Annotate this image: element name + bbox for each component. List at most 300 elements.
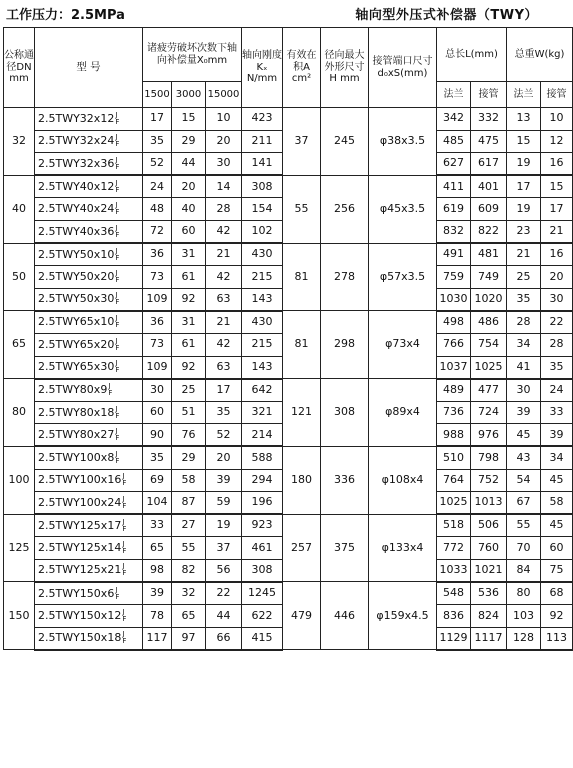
dn-cell: 100 <box>4 446 35 514</box>
mark-bottom: F <box>122 569 127 578</box>
joint-flange-mark <box>122 631 126 645</box>
mark-bottom: F <box>115 185 120 194</box>
header-fatigue: 诸疲劳破坏次数下轴向补偿量X₀mm <box>143 28 242 82</box>
weight-joint-cell: 28 <box>541 333 573 356</box>
joint-flange-mark <box>115 134 119 148</box>
table-body <box>4 108 573 650</box>
fatigue-3000-cell: 92 <box>172 288 206 311</box>
fatigue-15000-cell: 42 <box>206 266 242 289</box>
fatigue-1500-cell: 104 <box>143 492 172 515</box>
model-text: 2.5TWY50x30 <box>38 292 115 306</box>
header-length: 总长L(mm) <box>437 28 507 82</box>
fatigue-15000-cell: 59 <box>206 492 242 515</box>
joint-flange-mark <box>122 496 126 510</box>
fatigue-3000-cell: 29 <box>172 446 206 469</box>
joint-flange-mark <box>115 112 119 126</box>
weight-flange-cell: 34 <box>507 333 541 356</box>
length-joint-cell: 475 <box>471 130 507 153</box>
fatigue-15000-cell: 21 <box>206 243 242 266</box>
model-cell <box>35 492 143 515</box>
length-flange-cell: 772 <box>437 537 471 560</box>
joint-flange-mark <box>115 428 119 442</box>
table-row <box>4 379 573 402</box>
weight-joint-cell: 35 <box>541 356 573 379</box>
length-flange-cell: 491 <box>437 243 471 266</box>
fatigue-1500-cell: 36 <box>143 311 172 334</box>
fatigue-15000-cell: 66 <box>206 627 242 650</box>
stiffness-cell: 215 <box>242 333 283 356</box>
table-row <box>4 582 573 605</box>
header-weight: 总重W(kg) <box>507 28 573 82</box>
model-cell <box>35 108 143 131</box>
dn-cell: 40 <box>4 175 35 243</box>
length-joint-cell: 401 <box>471 175 507 198</box>
model-cell <box>35 130 143 153</box>
length-joint-cell: 617 <box>471 153 507 176</box>
dn-cell: 125 <box>4 514 35 582</box>
fatigue-1500-cell: 30 <box>143 379 172 402</box>
mark-bottom: F <box>115 275 120 284</box>
stiffness-cell: 430 <box>242 243 283 266</box>
model-text: 2.5TWY65x10 <box>38 315 115 329</box>
header-1500: 1500 <box>143 82 172 108</box>
area-cell: 180 <box>283 446 321 514</box>
length-flange-cell: 548 <box>437 582 471 605</box>
fatigue-15000-cell: 63 <box>206 288 242 311</box>
model-cell <box>35 469 143 492</box>
model-text: 2.5TWY40x12 <box>38 179 115 193</box>
weight-joint-cell: 16 <box>541 243 573 266</box>
fatigue-15000-cell: 42 <box>206 333 242 356</box>
weight-joint-cell: 12 <box>541 130 573 153</box>
weight-flange-cell: 39 <box>507 401 541 424</box>
compensator-spec-table <box>3 27 573 651</box>
mark-top: J <box>115 223 118 232</box>
stiffness-cell: 154 <box>242 198 283 221</box>
model-text: 2.5TWY100x16 <box>38 473 122 487</box>
radial-cell: 375 <box>321 514 369 582</box>
mark-top: J <box>122 630 125 639</box>
mark-top: J <box>122 494 125 503</box>
stiffness-cell: 423 <box>242 108 283 131</box>
model-text: 2.5TWY150x18 <box>38 631 122 645</box>
model-cell <box>35 333 143 356</box>
length-joint-cell: 481 <box>471 243 507 266</box>
model-cell <box>35 153 143 176</box>
model-cell <box>35 356 143 379</box>
model-text: 2.5TWY150x12 <box>38 608 122 622</box>
header-model: 型 号 <box>35 28 143 108</box>
fatigue-15000-cell: 44 <box>206 605 242 628</box>
mark-top: J <box>115 314 118 323</box>
fatigue-3000-cell: 61 <box>172 333 206 356</box>
length-flange-cell: 1037 <box>437 356 471 379</box>
length-joint-cell: 752 <box>471 469 507 492</box>
mark-top: J <box>108 382 111 391</box>
fatigue-3000-cell: 51 <box>172 401 206 424</box>
weight-joint-cell: 21 <box>541 220 573 243</box>
length-flange-cell: 836 <box>437 605 471 628</box>
table-row <box>4 311 573 334</box>
stiffness-cell: 321 <box>242 401 283 424</box>
pipe-cell: φ89x4 <box>369 379 437 447</box>
weight-flange-cell: 25 <box>507 266 541 289</box>
model-text: 2.5TWY50x20 <box>38 269 115 283</box>
fatigue-3000-cell: 31 <box>172 243 206 266</box>
mark-top: J <box>122 540 125 549</box>
weight-joint-cell: 16 <box>541 153 573 176</box>
header-stiffness: 轴向刚度Kₓ N/mm <box>242 28 283 108</box>
area-cell: 121 <box>283 379 321 447</box>
model-cell <box>35 627 143 650</box>
fatigue-1500-cell: 73 <box>143 333 172 356</box>
joint-flange-mark <box>122 541 126 555</box>
fatigue-15000-cell: 28 <box>206 198 242 221</box>
area-cell: 479 <box>283 582 321 650</box>
mark-top: J <box>115 178 118 187</box>
mark-top: J <box>122 472 125 481</box>
length-flange-cell: 1033 <box>437 559 471 582</box>
length-flange-cell: 485 <box>437 130 471 153</box>
fatigue-15000-cell: 30 <box>206 153 242 176</box>
header-3000: 3000 <box>172 82 206 108</box>
fatigue-1500-cell: 98 <box>143 559 172 582</box>
model-cell <box>35 288 143 311</box>
weight-joint-cell: 20 <box>541 266 573 289</box>
model-cell <box>35 424 143 447</box>
length-joint-cell: 760 <box>471 537 507 560</box>
weight-flange-cell: 19 <box>507 153 541 176</box>
stiffness-cell: 102 <box>242 220 283 243</box>
pipe-cell: φ38x3.5 <box>369 108 437 176</box>
joint-flange-mark <box>115 338 119 352</box>
stiffness-cell: 923 <box>242 514 283 537</box>
model-text: 2.5TWY125x17 <box>38 518 122 532</box>
fatigue-15000-cell: 52 <box>206 424 242 447</box>
stiffness-cell: 294 <box>242 469 283 492</box>
weight-joint-cell: 75 <box>541 559 573 582</box>
length-flange-cell: 342 <box>437 108 471 131</box>
joint-flange-mark <box>115 202 119 216</box>
joint-flange-mark <box>115 451 119 465</box>
fatigue-1500-cell: 60 <box>143 401 172 424</box>
mark-top: J <box>122 517 125 526</box>
model-cell <box>35 537 143 560</box>
mark-bottom: F <box>115 117 120 126</box>
length-flange-cell: 759 <box>437 266 471 289</box>
weight-flange-cell: 67 <box>507 492 541 515</box>
fatigue-1500-cell: 24 <box>143 175 172 198</box>
length-flange-cell: 510 <box>437 446 471 469</box>
dn-cell: 65 <box>4 311 35 379</box>
fatigue-15000-cell: 20 <box>206 130 242 153</box>
fatigue-1500-cell: 73 <box>143 266 172 289</box>
mark-top: J <box>115 359 118 368</box>
table-row <box>4 108 573 131</box>
length-joint-cell: 1020 <box>471 288 507 311</box>
mark-bottom: F <box>122 637 127 646</box>
mark-bottom: F <box>122 614 127 623</box>
fatigue-15000-cell: 56 <box>206 559 242 582</box>
mark-bottom: F <box>122 547 127 556</box>
header-weight-flange: 法兰 <box>507 82 541 108</box>
length-joint-cell: 1117 <box>471 627 507 650</box>
length-flange-cell: 988 <box>437 424 471 447</box>
area-cell: 257 <box>283 514 321 582</box>
stiffness-cell: 143 <box>242 356 283 379</box>
table-row <box>4 175 573 198</box>
weight-flange-cell: 70 <box>507 537 541 560</box>
length-flange-cell: 766 <box>437 333 471 356</box>
weight-flange-cell: 35 <box>507 288 541 311</box>
stiffness-cell: 214 <box>242 424 283 447</box>
fatigue-3000-cell: 25 <box>172 379 206 402</box>
mark-top: J <box>115 336 118 345</box>
mark-top: J <box>122 607 125 616</box>
model-text: 2.5TWY32x12 <box>38 111 115 125</box>
fatigue-3000-cell: 15 <box>172 108 206 131</box>
pressure-label: 工作压力：2.5MPa <box>6 8 125 23</box>
joint-flange-mark <box>108 383 112 397</box>
fatigue-1500-cell: 35 <box>143 130 172 153</box>
mark-top: J <box>115 246 118 255</box>
stiffness-cell: 215 <box>242 266 283 289</box>
mark-bottom: F <box>115 456 120 465</box>
mark-bottom: F <box>115 208 120 217</box>
model-text: 2.5TWY50x10 <box>38 247 115 261</box>
length-joint-cell: 976 <box>471 424 507 447</box>
model-cell <box>35 198 143 221</box>
weight-joint-cell: 33 <box>541 401 573 424</box>
mark-top: J <box>115 291 118 300</box>
model-text: 2.5TWY32x36 <box>38 156 115 170</box>
stiffness-cell: 415 <box>242 627 283 650</box>
length-joint-cell: 749 <box>471 266 507 289</box>
weight-flange-cell: 45 <box>507 424 541 447</box>
model-cell <box>35 514 143 537</box>
length-joint-cell: 486 <box>471 311 507 334</box>
fatigue-3000-cell: 58 <box>172 469 206 492</box>
fatigue-1500-cell: 17 <box>143 108 172 131</box>
joint-flange-mark <box>115 180 119 194</box>
fatigue-3000-cell: 65 <box>172 605 206 628</box>
weight-flange-cell: 28 <box>507 311 541 334</box>
weight-flange-cell: 55 <box>507 514 541 537</box>
fatigue-1500-cell: 72 <box>143 220 172 243</box>
length-joint-cell: 1021 <box>471 559 507 582</box>
mark-bottom: F <box>115 140 120 149</box>
weight-joint-cell: 34 <box>541 446 573 469</box>
length-flange-cell: 736 <box>437 401 471 424</box>
header-radial: 径向最大外形尺寸H mm <box>321 28 369 108</box>
radial-cell: 256 <box>321 175 369 243</box>
model-cell <box>35 175 143 198</box>
header-pipe: 接管端口尺寸d₀xS(mm) <box>369 28 437 108</box>
weight-joint-cell: 22 <box>541 311 573 334</box>
weight-flange-cell: 23 <box>507 220 541 243</box>
stiffness-cell: 461 <box>242 537 283 560</box>
stiffness-cell: 642 <box>242 379 283 402</box>
stiffness-cell: 141 <box>242 153 283 176</box>
model-cell <box>35 559 143 582</box>
weight-flange-cell: 30 <box>507 379 541 402</box>
fatigue-3000-cell: 40 <box>172 198 206 221</box>
dn-cell: 80 <box>4 379 35 447</box>
weight-joint-cell: 10 <box>541 108 573 131</box>
mark-bottom: F <box>115 230 120 239</box>
fatigue-3000-cell: 44 <box>172 153 206 176</box>
dn-cell: 150 <box>4 582 35 650</box>
pipe-cell: φ133x4 <box>369 514 437 582</box>
model-cell <box>35 446 143 469</box>
fatigue-3000-cell: 87 <box>172 492 206 515</box>
fatigue-15000-cell: 35 <box>206 401 242 424</box>
mark-bottom: F <box>122 479 127 488</box>
weight-joint-cell: 60 <box>541 537 573 560</box>
weight-joint-cell: 45 <box>541 469 573 492</box>
fatigue-15000-cell: 14 <box>206 175 242 198</box>
fatigue-3000-cell: 76 <box>172 424 206 447</box>
model-cell <box>35 605 143 628</box>
mark-bottom: F <box>108 389 113 398</box>
joint-flange-mark <box>122 563 126 577</box>
area-cell: 81 <box>283 311 321 379</box>
weight-joint-cell: 113 <box>541 627 573 650</box>
stiffness-cell: 308 <box>242 559 283 582</box>
pipe-cell: φ57x3.5 <box>369 243 437 311</box>
joint-flange-mark <box>115 292 119 306</box>
mark-bottom: F <box>122 501 127 510</box>
mark-bottom: F <box>115 433 120 442</box>
radial-cell: 336 <box>321 446 369 514</box>
fatigue-3000-cell: 32 <box>172 582 206 605</box>
weight-flange-cell: 54 <box>507 469 541 492</box>
weight-joint-cell: 30 <box>541 288 573 311</box>
weight-joint-cell: 92 <box>541 605 573 628</box>
header-15000: 15000 <box>206 82 242 108</box>
length-joint-cell: 477 <box>471 379 507 402</box>
fatigue-1500-cell: 90 <box>143 424 172 447</box>
header-weight-joint: 接管 <box>541 82 573 108</box>
length-flange-cell: 619 <box>437 198 471 221</box>
model-text: 2.5TWY65x30 <box>38 360 115 374</box>
mark-bottom: F <box>115 366 120 375</box>
joint-flange-mark <box>122 609 126 623</box>
model-text: 2.5TWY100x8 <box>38 450 115 464</box>
weight-flange-cell: 13 <box>507 108 541 131</box>
weight-joint-cell: 17 <box>541 198 573 221</box>
mark-bottom: F <box>115 253 120 262</box>
area-cell: 81 <box>283 243 321 311</box>
model-text: 2.5TWY100x24 <box>38 495 122 509</box>
length-joint-cell: 798 <box>471 446 507 469</box>
joint-flange-mark <box>115 406 119 420</box>
area-cell: 55 <box>283 175 321 243</box>
mark-top: J <box>115 585 118 594</box>
stiffness-cell: 308 <box>242 175 283 198</box>
document-title: 轴向型外压式补偿器（TWY） <box>355 8 538 23</box>
length-flange-cell: 1129 <box>437 627 471 650</box>
mark-top: J <box>115 155 118 164</box>
mark-top: J <box>115 426 118 435</box>
joint-flange-mark <box>115 225 119 239</box>
header-length-joint: 接管 <box>471 82 507 108</box>
pipe-cell: φ108x4 <box>369 446 437 514</box>
header-length-flange: 法兰 <box>437 82 471 108</box>
length-joint-cell: 822 <box>471 220 507 243</box>
length-joint-cell: 506 <box>471 514 507 537</box>
length-flange-cell: 627 <box>437 153 471 176</box>
weight-joint-cell: 68 <box>541 582 573 605</box>
fatigue-3000-cell: 27 <box>172 514 206 537</box>
model-cell <box>35 220 143 243</box>
length-joint-cell: 332 <box>471 108 507 131</box>
dn-cell: 32 <box>4 108 35 176</box>
fatigue-15000-cell: 20 <box>206 446 242 469</box>
fatigue-3000-cell: 97 <box>172 627 206 650</box>
stiffness-cell: 211 <box>242 130 283 153</box>
model-text: 2.5TWY65x20 <box>38 337 115 351</box>
weight-joint-cell: 39 <box>541 424 573 447</box>
mark-bottom: F <box>115 343 120 352</box>
fatigue-15000-cell: 22 <box>206 582 242 605</box>
fatigue-1500-cell: 65 <box>143 537 172 560</box>
length-flange-cell: 1025 <box>437 492 471 515</box>
stiffness-cell: 143 <box>242 288 283 311</box>
fatigue-1500-cell: 48 <box>143 198 172 221</box>
model-text: 2.5TWY150x6 <box>38 586 115 600</box>
fatigue-3000-cell: 92 <box>172 356 206 379</box>
mark-top: J <box>115 133 118 142</box>
model-text: 2.5TWY40x36 <box>38 224 115 238</box>
length-flange-cell: 764 <box>437 469 471 492</box>
joint-flange-mark <box>122 473 126 487</box>
mark-top: J <box>115 268 118 277</box>
weight-joint-cell: 45 <box>541 514 573 537</box>
length-joint-cell: 754 <box>471 333 507 356</box>
weight-flange-cell: 21 <box>507 243 541 266</box>
fatigue-1500-cell: 78 <box>143 605 172 628</box>
joint-flange-mark <box>115 248 119 262</box>
mark-bottom: F <box>115 162 120 171</box>
model-text: 2.5TWY80x18 <box>38 405 115 419</box>
area-cell: 37 <box>283 108 321 176</box>
mark-bottom: F <box>115 592 120 601</box>
stiffness-cell: 430 <box>242 311 283 334</box>
fatigue-15000-cell: 39 <box>206 469 242 492</box>
length-joint-cell: 724 <box>471 401 507 424</box>
joint-flange-mark <box>115 157 119 171</box>
radial-cell: 245 <box>321 108 369 176</box>
fatigue-1500-cell: 36 <box>143 243 172 266</box>
weight-joint-cell: 58 <box>541 492 573 515</box>
weight-flange-cell: 84 <box>507 559 541 582</box>
radial-cell: 298 <box>321 311 369 379</box>
weight-flange-cell: 17 <box>507 175 541 198</box>
length-flange-cell: 489 <box>437 379 471 402</box>
weight-flange-cell: 41 <box>507 356 541 379</box>
model-text: 2.5TWY125x21 <box>38 563 122 577</box>
mark-bottom: F <box>115 411 120 420</box>
fatigue-1500-cell: 33 <box>143 514 172 537</box>
fatigue-15000-cell: 42 <box>206 220 242 243</box>
weight-flange-cell: 43 <box>507 446 541 469</box>
joint-flange-mark <box>115 315 119 329</box>
fatigue-15000-cell: 17 <box>206 379 242 402</box>
mark-top: J <box>115 404 118 413</box>
model-cell <box>35 582 143 605</box>
joint-flange-mark <box>115 587 119 601</box>
